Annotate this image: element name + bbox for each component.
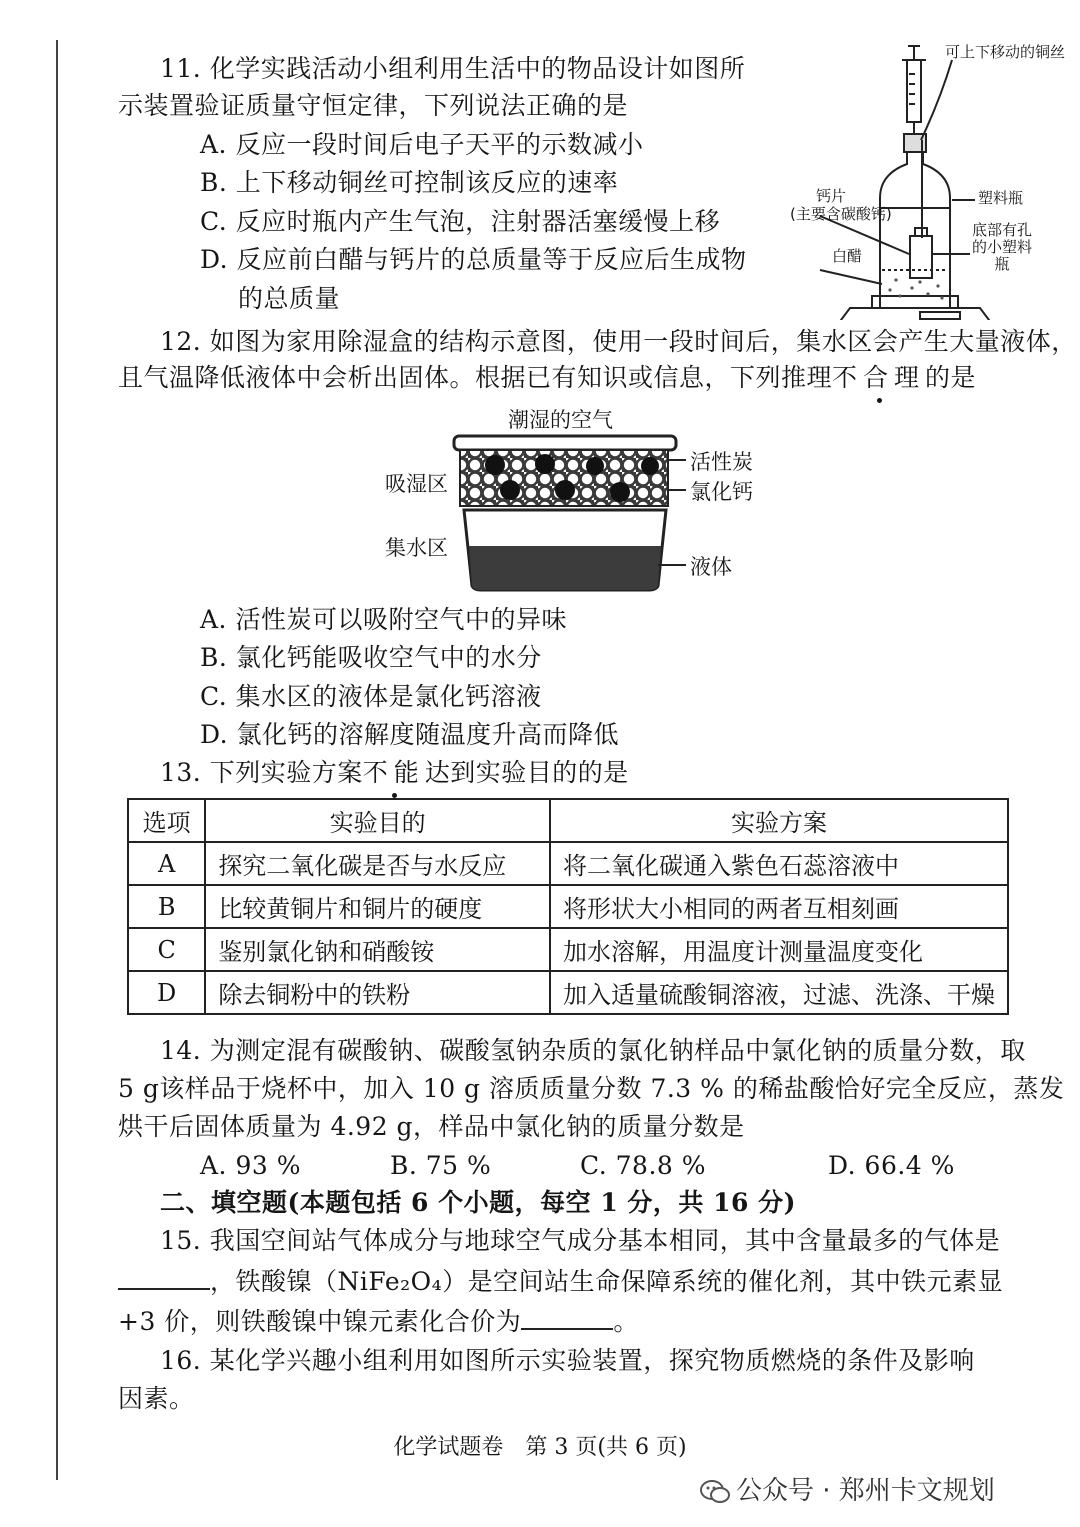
q14-option-c: C. 78.8 % [580,1151,706,1180]
q13-table [127,798,1009,1015]
q11-small-bottle-label: 底部有孔的小塑料瓶 [972,221,1033,273]
q11-tablet-note: (主要含碳酸钙) [790,205,892,223]
q12-emphasis: 不合理 [832,361,925,395]
table-cell-option: B [128,885,205,928]
q14-line3: 烘干后固体质量为 4.92 g，样品中氯化钠的质量分数是 [118,1112,745,1141]
q11-tablet-label: 钙片 [816,187,847,205]
q12-stem-line1: 12. 如图为家用除湿盒的结构示意图，使用一段时间后，集水区会产生大量液体， [160,327,1077,356]
q11-option-a: A. 反应一段时间后电子天平的示数减小 [200,130,644,159]
table-cell-option: C [128,928,205,971]
q16-line1: 16. 某化学兴趣小组利用如图所示实验装置，探究物质燃烧的条件及影响 [160,1346,975,1375]
table-cell-option: D [128,971,205,1014]
table-row [128,928,1008,971]
table-header-goal: 实验目的 [205,799,550,842]
q11-stem-line2: 示装置验证质量守恒定律，下列说法正确的是 [118,91,629,120]
page-footer: 化学试题卷 第 3 页(共 6 页) [393,1435,687,1460]
q14-option-d: D. 66.4 % [828,1151,955,1180]
table-cell-goal: 探究二氧化碳是否与水反应 [205,842,550,885]
table-header-row [128,799,1008,842]
q14-option-a: A. 93 % [200,1151,301,1180]
q11-option-d-continued: 的总质量 [238,284,341,313]
answer-blank[interactable] [521,1304,613,1330]
q15-line1: 15. 我国空间站气体成分与地球空气成分基本相同，其中含量最多的气体是 [160,1226,1001,1255]
q14-option-b: B. 75 % [390,1151,492,1180]
table-header-plan: 实验方案 [550,799,1008,842]
wechat-icon [700,1479,730,1505]
q12-option-a: A. 活性炭可以吸附空气中的异味 [200,605,567,634]
table-cell-plan: 将二氧化碳通入紫色石蕊溶液中 [550,842,1008,885]
q11-option-d: D. 反应前白醋与钙片的总质量等于反应后生成物 [200,245,747,274]
q12-dehumidifier-figure [440,430,690,595]
table-cell-plan: 加入适量硫酸铜溶液，过滤、洗涤、干燥 [550,971,1008,1014]
q12-moist-air-label: 潮湿的空气 [508,408,613,432]
binding-line [56,40,58,1480]
table-header-option: 选项 [128,799,205,842]
q12-option-d: D. 氯化钙的溶解度随温度升高而降低 [200,720,620,749]
q13-stem: 13. 下列实验方案不能达到实验目的的是 [160,756,629,790]
answer-blank[interactable] [118,1264,210,1290]
q12-cacl2-label: 氯化钙 [690,480,753,504]
table-cell-goal: 比较黄铜片和铜片的硬度 [205,885,550,928]
table-row [128,971,1008,1014]
q11-stem-line1: 11. 化学实践活动小组利用生活中的物品设计如图所 [160,54,746,83]
q15-line2: ，铁酸镍（NiFe₂O₄）是空间站生命保障系统的催化剂，其中铁元素显 [118,1264,1003,1299]
q12-absorb-zone-label: 吸湿区 [385,472,448,496]
q15-line3: +3 价，则铁酸镍中镍元素化合价为 。 [118,1304,639,1339]
q11-vinegar-label: 白醋 [832,247,863,265]
q12-option-c: C. 集水区的液体是氯化钙溶液 [200,682,542,711]
q12-stem-line2: 且气温降低液体中会析出固体。根据已有知识或信息，下列推理不合理的是 [118,361,976,395]
section-heading: 二、填空题(本题包括 6 个小题，每空 1 分，共 16 分) [160,1188,796,1217]
q14-line2: 5 g该样品于烧杯中，加入 10 g 溶质质量分数 7.3 % 的稀盐酸恰好完全反应，蒸发 [118,1074,1065,1103]
q11-apparatus-figure [780,40,1066,320]
q12-option-b: B. 氯化钙能吸收空气中的水分 [200,643,542,672]
table-cell-goal: 除去铜粉中的铁粉 [205,971,550,1014]
q11-copper-wire-label: 可上下移动的铜丝 [945,43,1066,61]
q12-liquid-label: 液体 [690,555,732,579]
q13-emphasis: 不能 [363,756,425,790]
q11-option-b: B. 上下移动铜丝可控制该反应的速率 [200,168,619,197]
q16-line2: 因素。 [118,1384,195,1413]
table-row [128,842,1008,885]
table-cell-plan: 将形状大小相同的两者互相刻画 [550,885,1008,928]
watermark: 公众号 · 郑州卡文规划 [700,1470,995,1507]
q11-plastic-bottle-label: 塑料瓶 [978,189,1024,207]
table-cell-plan: 加水溶解，用温度计测量温度变化 [550,928,1008,971]
table-row [128,885,1008,928]
table-cell-option: A [128,842,205,885]
q12-carbon-label: 活性炭 [690,450,753,474]
q11-option-c: C. 反应时瓶内产生气泡，注射器活塞缓慢上移 [200,207,721,236]
q12-collect-zone-label: 集水区 [385,536,448,560]
q14-line1: 14. 为测定混有碳酸钠、碳酸氢钠杂质的氯化钠样品中氯化钠的质量分数，取 [160,1036,1026,1065]
table-cell-goal: 鉴别氯化钠和硝酸铵 [205,928,550,971]
